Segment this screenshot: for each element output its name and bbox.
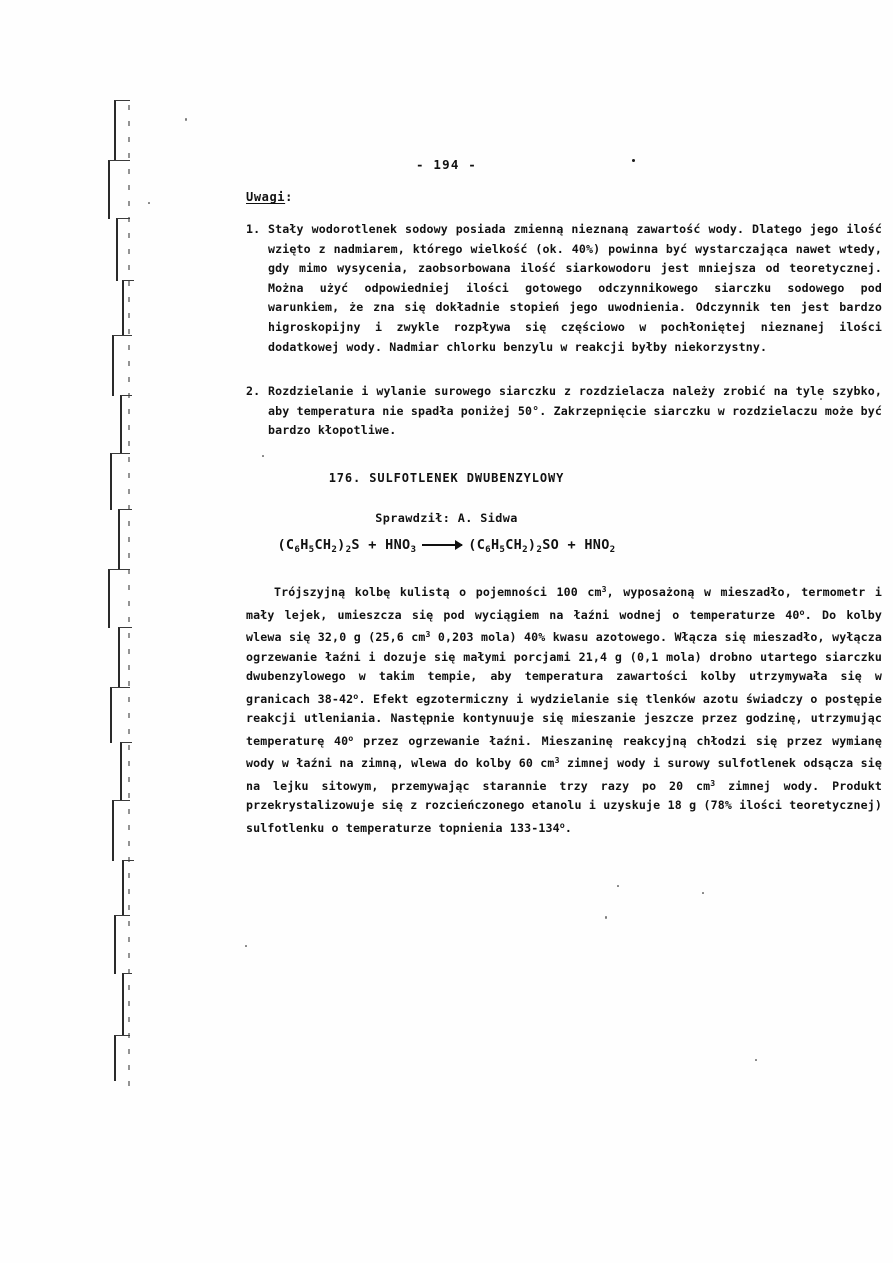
scan-dotted-line-artifact <box>128 105 130 1095</box>
notes-heading-word: Uwagi <box>246 190 286 204</box>
procedure-paragraph <box>246 580 882 838</box>
procedure-part: . Do kolby wlewa się 32,0 g (25,6 cm <box>246 607 882 645</box>
note-text: Rozdzielanie i wylanie surowego siarczku z rozdzielacza należy zrobić na tyle szybko, aby temperatura nie spadła poniżej 50°. Zakrzepnięcie siarczku w rozdzielaczu może być bardzo kłopotliwe. <box>268 384 882 438</box>
procedure-part: . Efekt egzotermiczny i wydzielanie się tlenków azotu świadczy o postępie reakcji utleniania. Następnie kontynuuje się mieszanie jeszcze przez godzinę, utrzymując temperaturę 40 <box>246 691 882 748</box>
equation-product-1: $(C_6H_5CH_2)_2SO$ <box>468 537 560 555</box>
scan-speck <box>148 202 150 204</box>
superscript-degree: o <box>559 819 565 830</box>
page-number: - 194 - <box>415 157 478 172</box>
scan-speck <box>702 892 704 894</box>
equation-product-2: $HNO_2$ <box>584 537 616 555</box>
scan-speck <box>755 1059 757 1061</box>
superscript-degree: o <box>799 606 805 617</box>
equation-reactant-1: $(C_6H_5CH_2)_2S$ <box>277 537 360 555</box>
procedure-part: 0,203 mola) 40% kwasu azotowego. Włącza się mieszadło, wyłącza ogrzewanie łaźni i dozuje się małymi porcjami 21,4 g (0,1 mola) drobno utartego siarczku dwubenzylowego w takim tempie, aby temperatura zawartości kolby utrzymywała się w granicach 38-42 <box>246 630 882 706</box>
scan-speck <box>617 885 619 887</box>
procedure-part: . <box>564 820 573 835</box>
note-item <box>246 382 882 441</box>
superscript-degree: o <box>348 732 354 743</box>
section-title: 176. SULFOTLENEK DWUBENZYLOWY <box>328 471 565 485</box>
checked-by-line: Sprawdził: A. Sidwa <box>375 511 518 525</box>
scan-speck <box>262 455 264 457</box>
superscript-cubic: 3 <box>601 584 607 594</box>
notes-heading <box>246 190 293 204</box>
scan-speck <box>605 916 607 919</box>
chemical-equation <box>0 537 893 555</box>
procedure-part: , wyposażoną w mieszadło, termometr i mały lejek, umieszcza się pod wyciągiem na łaźni wodnej o temperaturze 40 <box>246 585 882 622</box>
equation-plus: + <box>567 537 576 553</box>
note-number: 2. <box>246 384 261 398</box>
superscript-cubic: 3 <box>554 755 560 766</box>
scan-speck <box>245 945 247 947</box>
procedure-part: przez ogrzewanie łaźni. Mieszaninę reakcyjną chłodzi się przez wymianę wody w łaźni na zimną, wlewa do kolby 60 cm <box>246 733 882 771</box>
scan-speck <box>185 118 187 121</box>
note-number: 1. <box>246 222 261 236</box>
note-item <box>246 220 882 357</box>
ink-dot-artifact <box>632 159 635 162</box>
superscript-cubic: 3 <box>710 777 716 788</box>
procedure-part: zimnej wody. Produkt przekrystalizowuje się z rozcieńczonego etanolu i uzyskuje 18 g (78% ilości teoretycznej) sulfotlenku o temperaturze topnienia 133-134 <box>246 778 882 835</box>
superscript-degree: o <box>353 690 359 701</box>
equation-plus: + <box>368 537 377 553</box>
equation-reactant-2: $HNO_3$ <box>385 537 417 555</box>
reaction-arrow-icon <box>422 544 462 546</box>
scan-binding-edge-artifact <box>108 100 134 1100</box>
notes-heading-colon: : <box>285 190 293 204</box>
note-text: Stały wodorotlenek sodowy posiada zmienną nieznaną zawartość wody. Dlatego jego ilość wzięto z nadmiarem, którego wielkość (ok. 40%) powinna być wystarczająca nawet wtedy, gdy mimo wysycenia, zaobsorbowana ilość siarkowodoru jest mniejsza od teoretycznej. Można użyć odpowiedniej ilości gotowego odczynnikowego siarczku sodowego pod warunkiem, że zna się dokładnie stopień jego uwodnienia. Odczynnik ten jest bardzo higroskopijny i zwykle rozpływa się częściowo w pochłoniętej nieznanej ilości dodatkowej wody. Nadmiar chlorku benzylu w reakcji byłby niekorzystny. <box>268 222 882 354</box>
superscript-cubic: 3 <box>425 628 431 639</box>
procedure-part: zimnej wody i surowy sulfotlenek odsącza się na lejku sitowym, przemywając starannie trzy razy po 20 cm <box>246 756 882 793</box>
procedure-part: Trójszyjną kolbę kulistą o pojemności 100 cm <box>274 585 602 600</box>
